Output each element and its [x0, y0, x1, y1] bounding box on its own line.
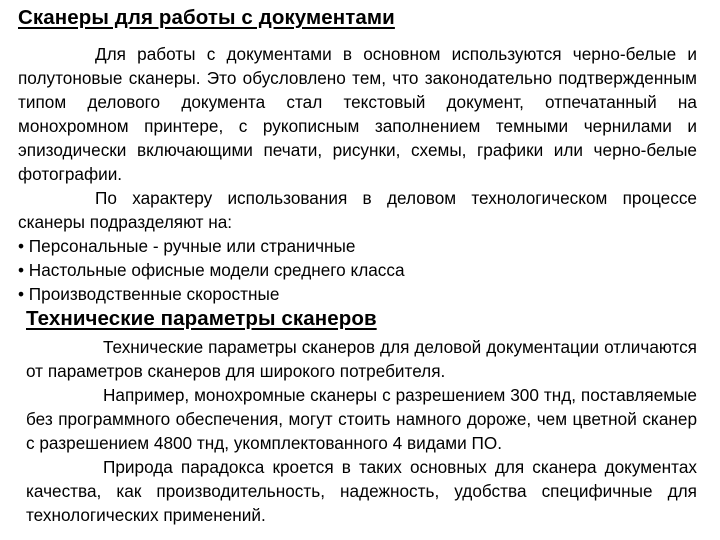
- scanner-category-list: [18, 234, 697, 306]
- list-item-production: • Производственные скоростные: [18, 284, 280, 304]
- section-technical-parameters: [26, 305, 697, 527]
- paragraph-price-example: Например, монохромные сканеры с разрешением 300 тнд, поставляемые без программного обеспечения, могут стоить намного дороже, чем цветной сканер с разрешением 4800 тнд, укомплектованного 4 видами ПО.: [26, 385, 697, 453]
- section-title-technical-parameters: Технические параметры сканеров: [26, 307, 377, 330]
- list-item-personal: • Персональные - ручные или страничные: [18, 236, 356, 256]
- paragraph-paradox-nature: Природа парадокса кроется в таких основных для сканера документах качества, как производительность, надежность, удобства специфичные для технологических применений.: [26, 457, 697, 525]
- paragraph-scanner-types-intro: Для работы с документами в основном используются черно-белые и полутоновые сканеры. Это обусловлено тем, что законодательно подтвержденным типом делового документа стал текстовый документ, отпечатанный на монохромном принтере, с рукописным заполнением темными чернилами и эпизодически включающими печати, рисунки, схемы, графики или черно-белые фотографии.: [18, 44, 697, 184]
- paragraph-classification-intro: По характеру использования в деловом технологическом процессе сканеры подразделяют на:: [18, 188, 697, 232]
- list-item-desktop-office: • Настольные офисные модели среднего класса: [18, 260, 405, 280]
- section-document-scanners: [18, 4, 697, 306]
- paragraph-parameters-differ: Технические параметры сканеров для деловой документации отличаются от параметров сканеров для широкого потребителя.: [26, 337, 697, 381]
- section-title-document-scanners: Сканеры для работы с документами: [18, 6, 395, 29]
